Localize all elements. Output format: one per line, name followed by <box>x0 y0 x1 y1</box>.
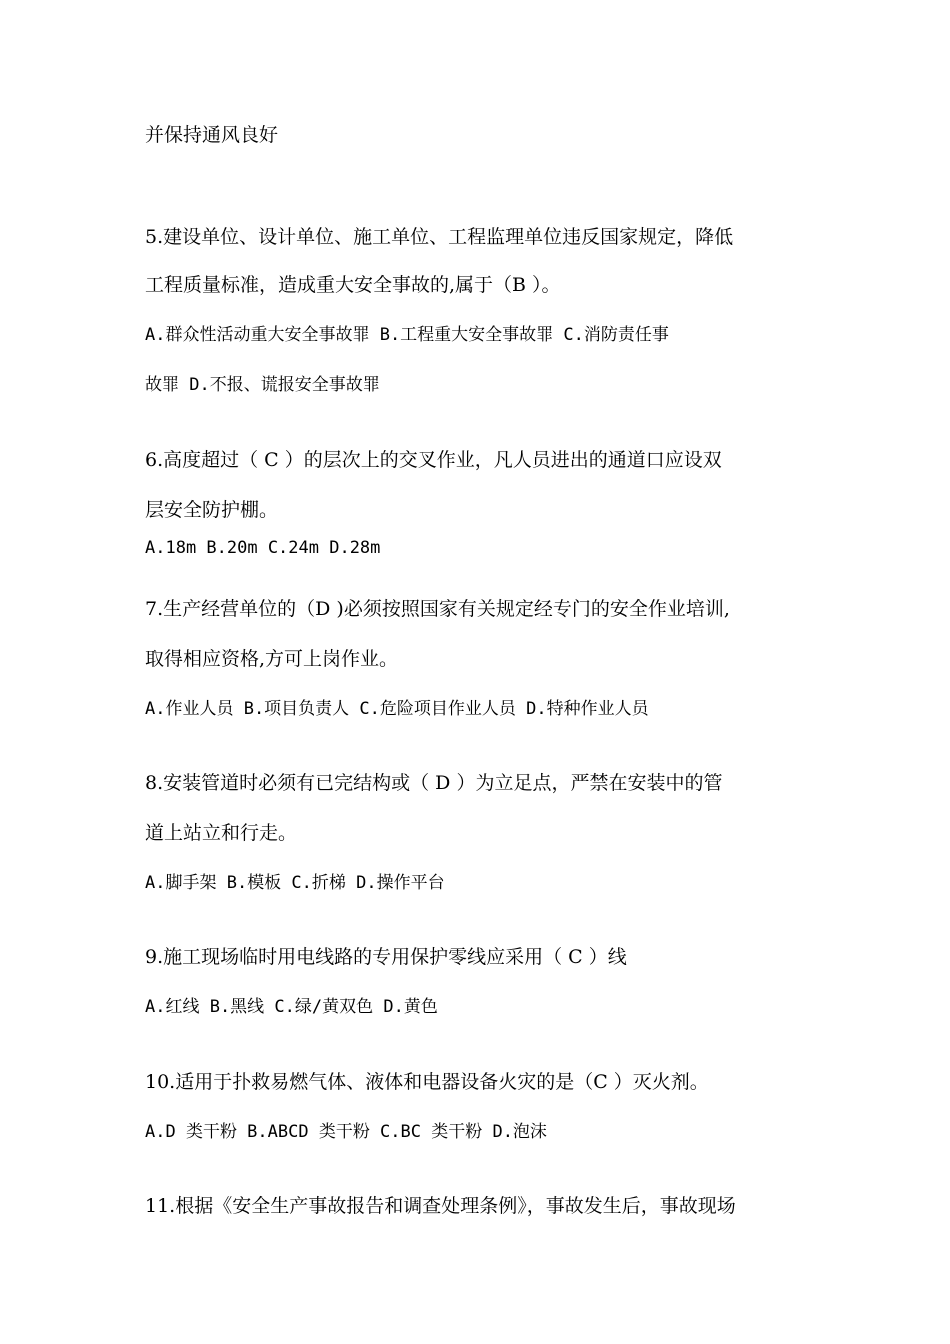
question-7-line-1: 7.生产经营单位的（D )必须按照国家有关规定经专门的安全作业培训, <box>145 598 730 620</box>
question-8-line-1: 8.安装管道时必须有已完结构或（ D ）为立足点，严禁在安装中的管 <box>145 772 723 794</box>
question-5-line-2: 工程质量标准，造成重大安全事故的,属于（B ）。 <box>145 274 561 296</box>
question-8-options: A.脚手架 B.模板 C.折梯 D.操作平台 <box>145 873 445 893</box>
question-6-line-2: 层安全防护棚。 <box>145 499 279 521</box>
question-5-options-line-1: A.群众性活动重大安全事故罪 B.工程重大安全事故罪 C.消防责任事 <box>145 325 669 345</box>
question-8-line-2: 道上站立和行走。 <box>145 822 298 844</box>
question-5-line-1: 5.建设单位、设计单位、施工单位、工程监理单位违反国家规定，降低 <box>145 226 734 248</box>
question-9-options: A.红线 B.黑线 C.绿/黄双色 D.黄色 <box>145 997 438 1017</box>
question-10-options: A.D 类干粉 B.ABCD 类干粉 C.BC 类干粉 D.泡沫 <box>145 1122 547 1142</box>
question-6-options: A.18m B.20m C.24m D.28m <box>145 538 381 558</box>
question-5-options-line-2: 故罪 D.不报、谎报安全事故罪 <box>145 375 380 395</box>
question-7-options: A.作业人员 B.项目负责人 C.危险项目作业人员 D.特种作业人员 <box>145 699 649 719</box>
question-9-line-1: 9.施工现场临时用电线路的专用保护零线应采用（ C ）线 <box>145 946 627 968</box>
continuation-text: 并保持通风良好 <box>145 124 279 146</box>
question-10-line-1: 10.适用于扑救易燃气体、液体和电器设备火灾的是（C ）灭火剂。 <box>145 1071 709 1093</box>
question-6-line-1: 6.高度超过（ C ）的层次上的交叉作业，凡人员进出的通道口应设双 <box>145 449 722 471</box>
question-11-line-1: 11.根据《安全生产事故报告和调查处理条例》，事故发生后，事故现场 <box>145 1195 736 1217</box>
question-7-line-2: 取得相应资格,方可上岗作业。 <box>145 648 399 670</box>
